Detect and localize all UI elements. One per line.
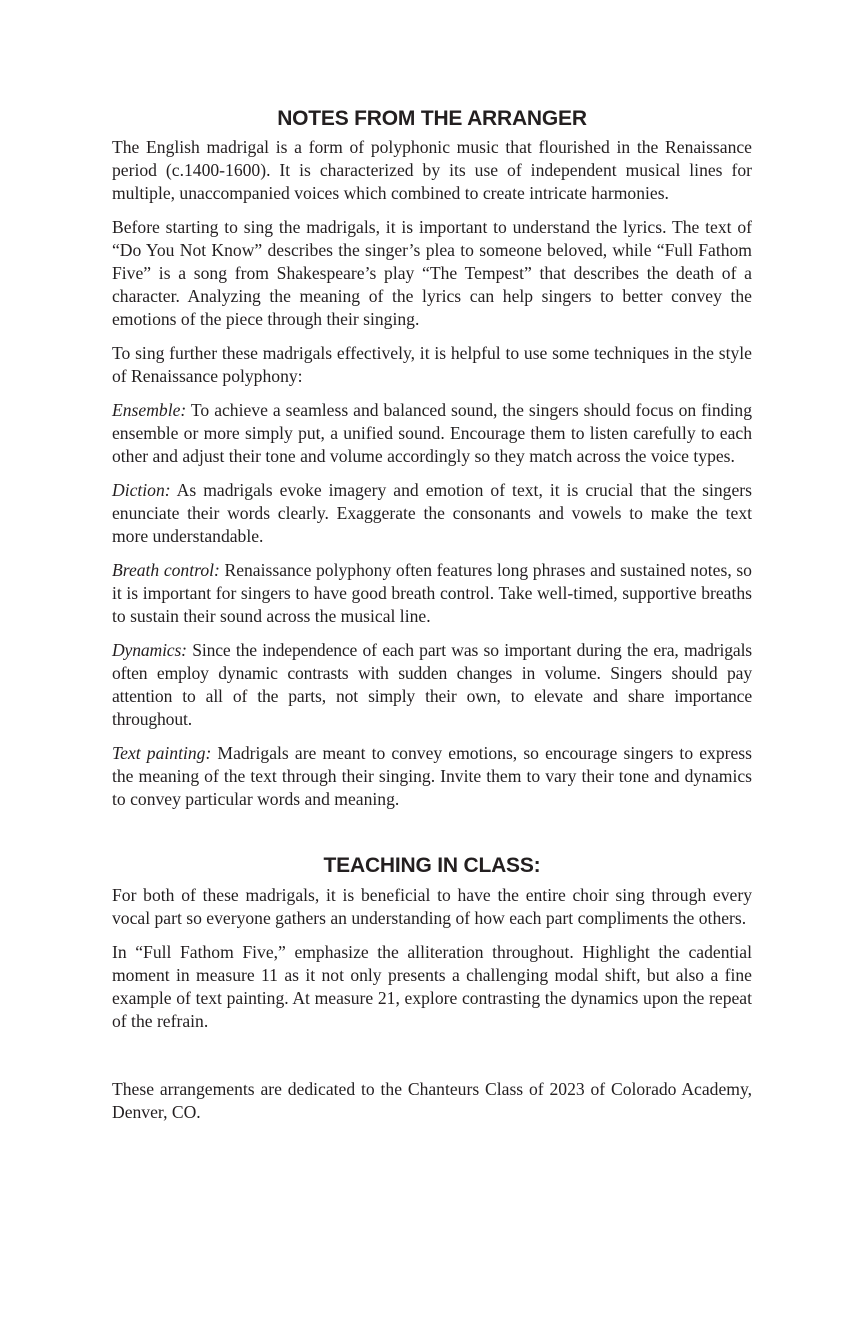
technique-term: Ensemble: [112,400,187,420]
document-page [112,104,752,1135]
paragraph-lyrics: Before starting to sing the madrigals, it is important to understand the lyrics. The text of “Do You Not Know” describes the singer’s plea to someone beloved, while “Full Fathom Five” is a song from Shakespeare’s play “The Tempest” that describes the death of a character. Analyzing the meaning of the lyrics can help singers to better convey the emotions of the piece through their singing. [112,217,752,329]
technique-text: Renaissance polyphony often features long phrases and sustained notes, so it is important for singers to have good breath control. Take well-timed, supportive breaths to sustain their sound across the musical line. [112,560,752,626]
technique-dynamics [112,639,752,731]
heading-notes-from-the-arranger: NOTES FROM THE ARRANGER [277,107,587,130]
paragraph-teaching-full-fathom-five: In “Full Fathom Five,” emphasize the alliteration throughout. Highlight the cadential moment in measure 11 as it not only presents a challenging modal shift, but also a fine example of text painting. At measure 21, explore contrasting the dynamics upon the repeat of the refrain. [112,942,752,1031]
technique-breath-control [112,559,752,628]
paragraph-techniques-intro: To sing further these madrigals effectively, it is helpful to use some techniques in the style of Renaissance polyphony: [112,343,752,386]
technique-text: As madrigals evoke imagery and emotion of text, it is crucial that the singers enunciate their words clearly. Exaggerate the consonants and vowels to make the text more understandable. [112,480,752,546]
technique-term: Dynamics: [112,640,187,660]
heading-teaching-in-class: TEACHING IN CLASS: [323,854,541,877]
technique-ensemble [112,399,752,468]
paragraph-madrigal-intro: The English madrigal is a form of polyphonic music that flourished in the Renaissance period (c.1400-1600). It is characterized by its use of independent musical lines for multiple, unaccompanied voices which combined to create intricate harmonies. [112,137,752,203]
dedication: These arrangements are dedicated to the Chanteurs Class of 2023 of Colorado Academy, Denver, CO. [112,1079,752,1122]
technique-term: Text painting: [112,743,212,763]
paragraph-teaching-both: For both of these madrigals, it is beneficial to have the entire choir sing through every vocal part so everyone gathers an understanding of how each part compliments the others. [112,885,752,928]
technique-text: Since the independence of each part was so important during the era, madrigals often employ dynamic contrasts with sudden changes in volume. Singers should pay attention to all of the parts, not simply their own, to elevate and share importance throughout. [112,640,752,729]
technique-diction [112,479,752,548]
technique-text-painting [112,742,752,811]
technique-text: Madrigals are meant to convey emotions, so encourage singers to express the meaning of the text through their singing. Invite them to vary their tone and dynamics to convey particular words and meaning. [112,743,752,809]
technique-text: To achieve a seamless and balanced sound, the singers should focus on finding ensemble or more simply put, a unified sound. Encourage them to listen carefully to each other and adjust their tone and volume accordingly so they match across the voice types. [112,400,752,466]
technique-term: Breath control: [112,560,220,580]
technique-term: Diction: [112,480,171,500]
